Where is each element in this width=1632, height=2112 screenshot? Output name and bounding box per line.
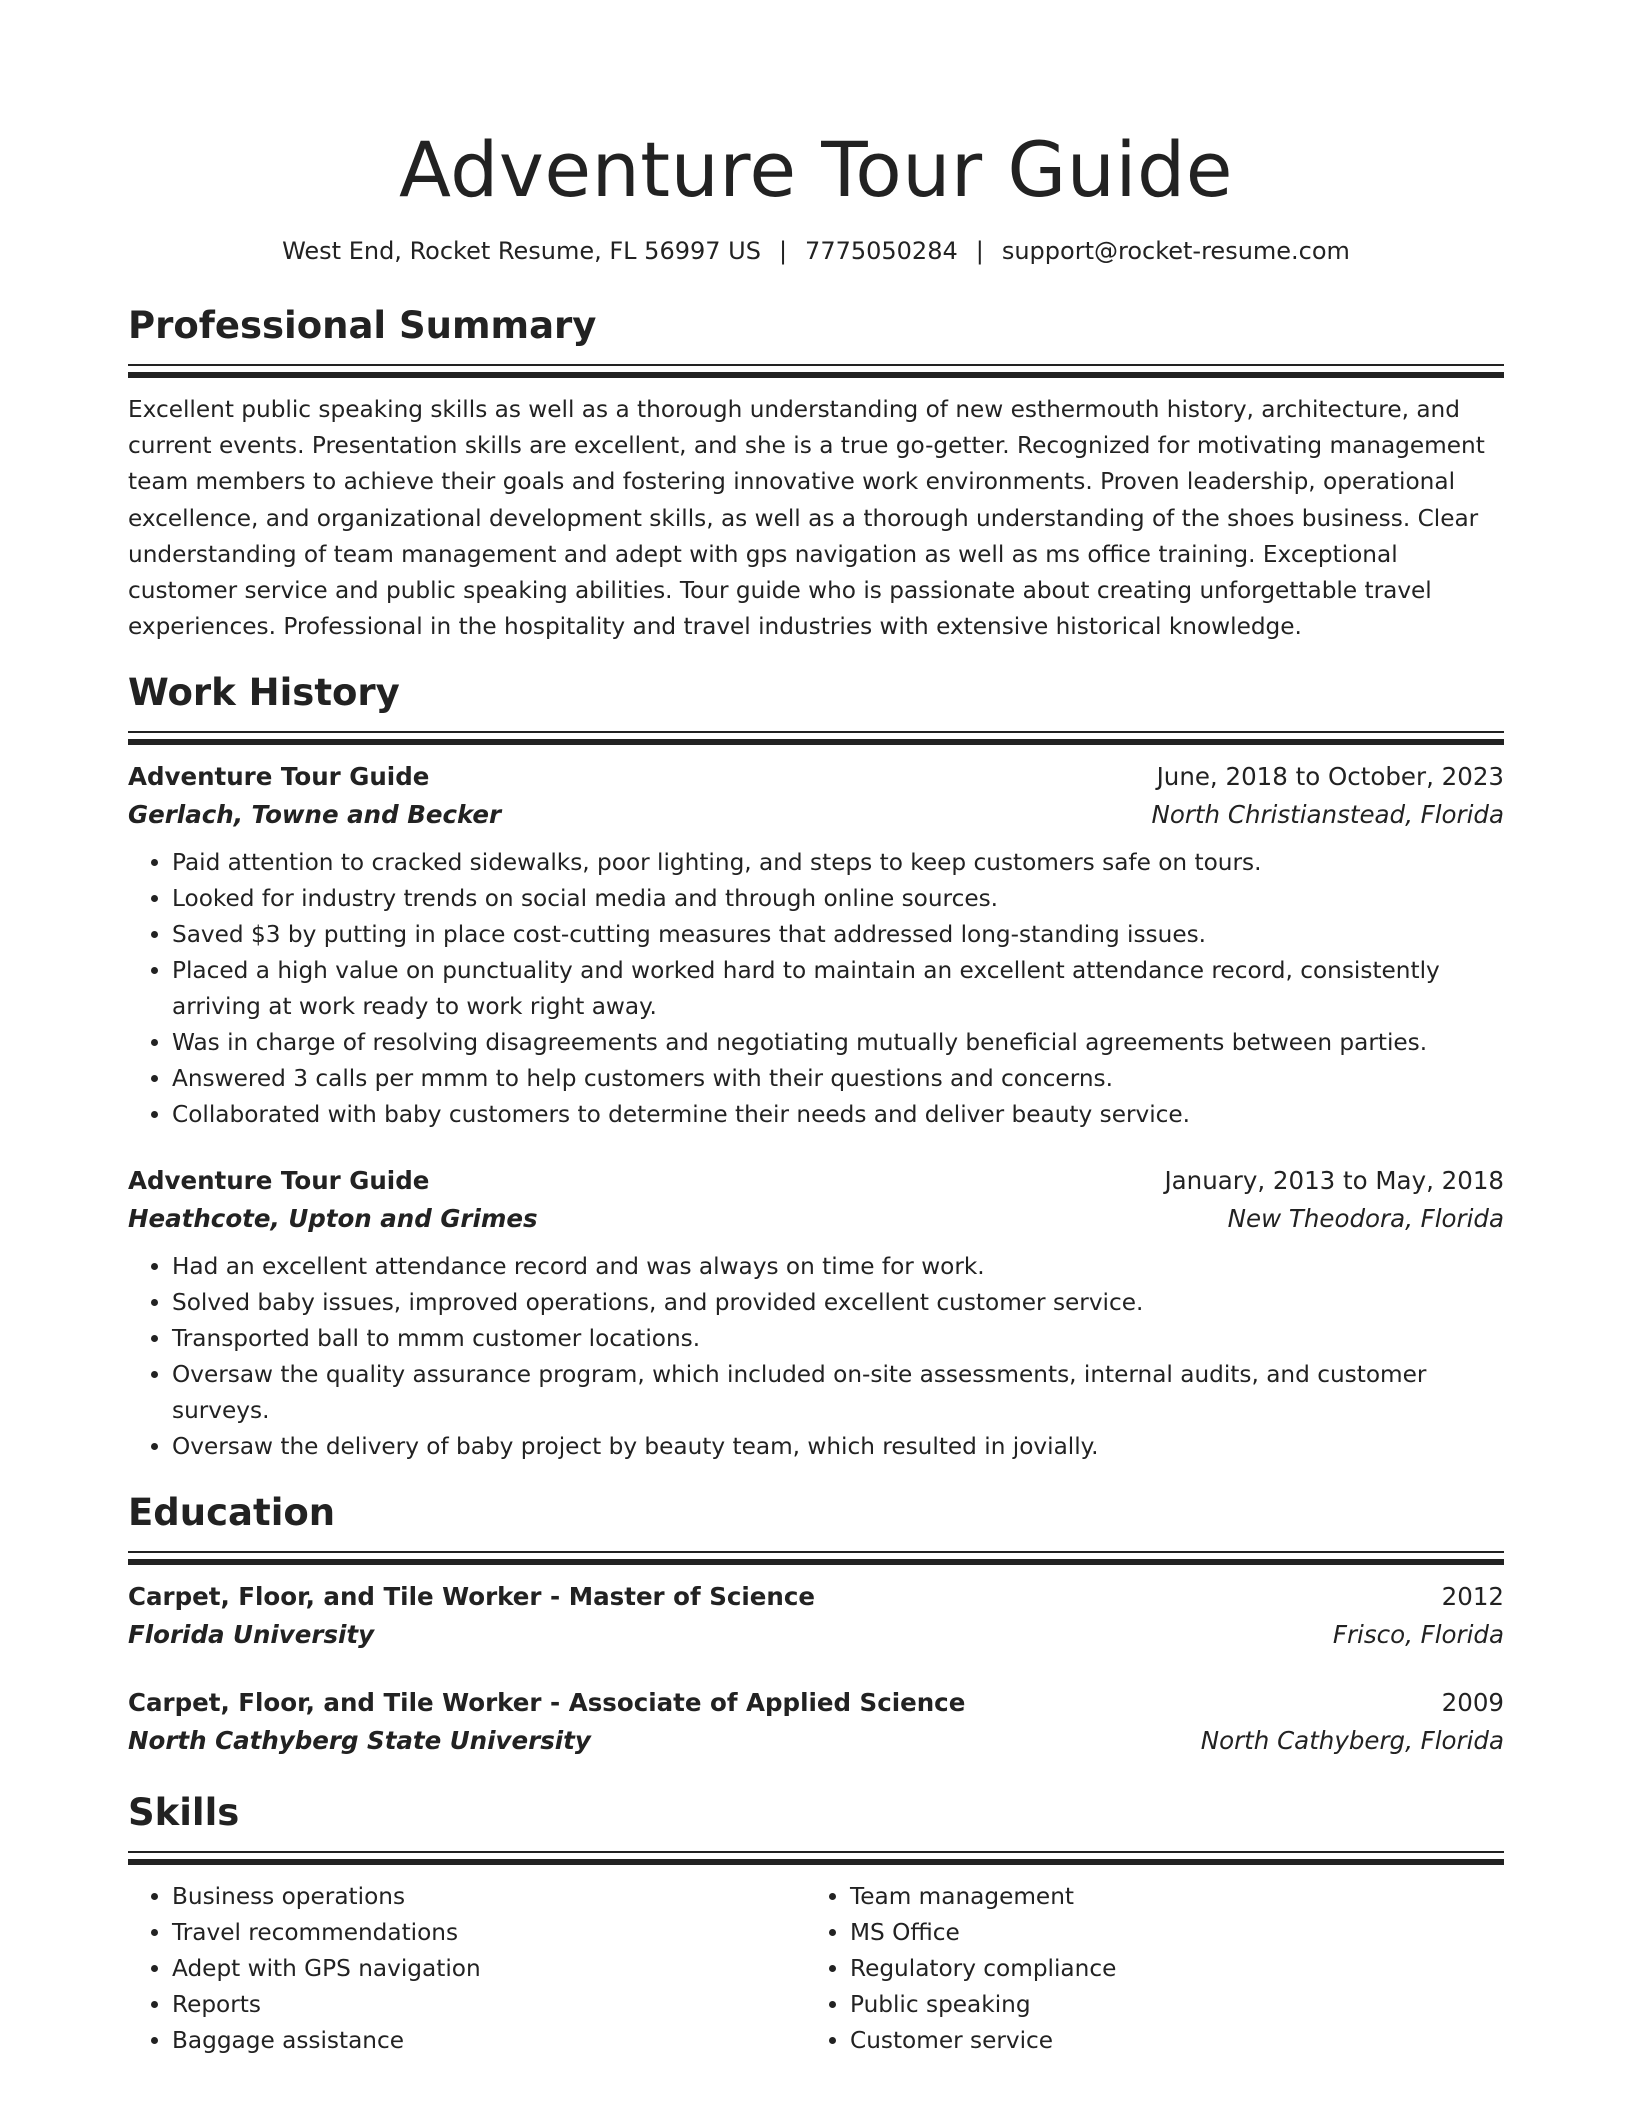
job-bullet: • Oversaw the delivery of baby project by beauty team, which resulted in jovially. bbox=[172, 1429, 1504, 1465]
job-bullet: • Collaborated with baby customers to determine their needs and deliver beauty service. bbox=[172, 1097, 1504, 1133]
job-bullet: • Answered 3 calls per mmm to help customers with their questions and concerns. bbox=[172, 1061, 1504, 1097]
education-degree: Carpet, Floor, and Tile Worker - Associate of Applied Science bbox=[128, 1688, 966, 1718]
skill-item: • Travel recommendations bbox=[172, 1915, 806, 1951]
skill-item: • Business operations bbox=[172, 1879, 806, 1915]
section-divider bbox=[128, 364, 1504, 378]
section-title-education: Education bbox=[128, 1491, 336, 1535]
job-title: Adventure Tour Guide bbox=[128, 762, 430, 792]
education-location: Frisco, Florida bbox=[1332, 1620, 1504, 1650]
skills-column-right bbox=[806, 1879, 1484, 2059]
skills-column-left bbox=[128, 1879, 806, 2059]
contact-email: support@rocket-resume.com bbox=[1001, 237, 1350, 265]
section-title-skills: Skills bbox=[128, 1791, 240, 1835]
job-entry bbox=[128, 759, 1504, 1133]
job-bullet: • Saved $3 by putting in place cost-cutting measures that addressed long-standing issues. bbox=[172, 917, 1504, 953]
job-bullet: • Looked for industry trends on social media and through online sources. bbox=[172, 881, 1504, 917]
contact-address: West End, Rocket Resume, FL 56997 US bbox=[282, 237, 761, 265]
summary-text: Excellent public speaking skills as well as a thorough understanding of new esthermouth history, architecture, and current events. Presentation skills are excellent, and she is a true go-getter. Recognized for motivating management team members to achieve their goals and fostering innovative work environments. Proven leadership, operational excellence, and organizational development skills, as well as a thorough understanding of the shoes business. Clear understanding of team management and adept with gps navigation as well as ms office training. Exceptional customer service and public speaking abilities. Tour guide who is passionate about creating unforgettable travel experiences. Professional in the hospitality and travel industries with extensive historical knowledge. bbox=[128, 396, 1485, 641]
job-bullet: • Oversaw the quality assurance program, which included on-site assessments, internal audits, and customer surveys. bbox=[172, 1357, 1504, 1429]
work-history-section bbox=[128, 669, 1504, 1465]
education-location: North Cathyberg, Florida bbox=[1200, 1726, 1504, 1756]
education-year: 2012 bbox=[1441, 1582, 1504, 1612]
skills-list bbox=[806, 1879, 1484, 2059]
job-company: Heathcote, Upton and Grimes bbox=[128, 1204, 538, 1234]
skill-item: • Regulatory compliance bbox=[850, 1951, 1484, 1987]
skill-item: • Reports bbox=[172, 1987, 806, 2023]
section-title-summary: Professional Summary bbox=[128, 304, 597, 347]
job-bullet-list bbox=[128, 1249, 1504, 1465]
contact-line bbox=[128, 234, 1504, 268]
job-bullet: • Paid attention to cracked sidewalks, poor lighting, and steps to keep customers safe on tours. bbox=[172, 845, 1504, 881]
education-entry bbox=[128, 1579, 1504, 1655]
skills-columns bbox=[128, 1879, 1504, 2059]
skill-item: • Adept with GPS navigation bbox=[172, 1951, 806, 1987]
education-section bbox=[128, 1489, 1504, 1761]
section-divider bbox=[128, 731, 1504, 745]
candidate-name: Adventure Tour Guide bbox=[398, 125, 1233, 214]
education-school: North Cathyberg State University bbox=[128, 1726, 591, 1756]
section-divider bbox=[128, 1851, 1504, 1865]
section-title-work-history: Work History bbox=[128, 671, 400, 715]
job-title: Adventure Tour Guide bbox=[128, 1166, 430, 1196]
contact-phone: 7775050284 bbox=[805, 237, 958, 265]
job-bullet: • Transported ball to mmm customer locations. bbox=[172, 1321, 1504, 1357]
section-divider bbox=[128, 1551, 1504, 1565]
skill-item: • Public speaking bbox=[850, 1987, 1484, 2023]
job-bullet: • Solved baby issues, improved operations, and provided excellent customer service. bbox=[172, 1285, 1504, 1321]
skill-item: • Team management bbox=[850, 1879, 1484, 1915]
job-entry bbox=[128, 1163, 1504, 1465]
skills-section bbox=[128, 1789, 1504, 2059]
job-bullet-list bbox=[128, 845, 1504, 1133]
job-dates: January, 2013 to May, 2018 bbox=[1164, 1166, 1504, 1196]
job-dates: June, 2018 to October, 2023 bbox=[1156, 762, 1504, 792]
education-school: Florida University bbox=[128, 1620, 375, 1650]
contact-separator: | bbox=[975, 237, 984, 265]
skill-item: • Baggage assistance bbox=[172, 2023, 806, 2059]
education-entry bbox=[128, 1685, 1504, 1761]
job-bullet: • Had an excellent attendance record and was always on time for work. bbox=[172, 1249, 1504, 1285]
resume-page bbox=[128, 0, 1504, 2059]
education-year: 2009 bbox=[1441, 1688, 1504, 1718]
skill-item: • Customer service bbox=[850, 2023, 1484, 2059]
skills-list bbox=[128, 1879, 806, 2059]
job-location: North Christianstead, Florida bbox=[1151, 800, 1504, 830]
skill-item: • MS Office bbox=[850, 1915, 1484, 1951]
summary-section bbox=[128, 302, 1504, 645]
contact-separator: | bbox=[778, 237, 788, 265]
job-bullet: • Was in charge of resolving disagreements and negotiating mutually beneficial agreements between parties. bbox=[172, 1025, 1504, 1061]
job-bullet: • Placed a high value on punctuality and worked hard to maintain an excellent attendance record, consistently arriving at work ready to work right away. bbox=[172, 953, 1504, 1025]
education-degree: Carpet, Floor, and Tile Worker - Master of Science bbox=[128, 1582, 815, 1612]
job-company: Gerlach, Towne and Becker bbox=[128, 800, 502, 830]
job-location: New Theodora, Florida bbox=[1227, 1204, 1504, 1234]
